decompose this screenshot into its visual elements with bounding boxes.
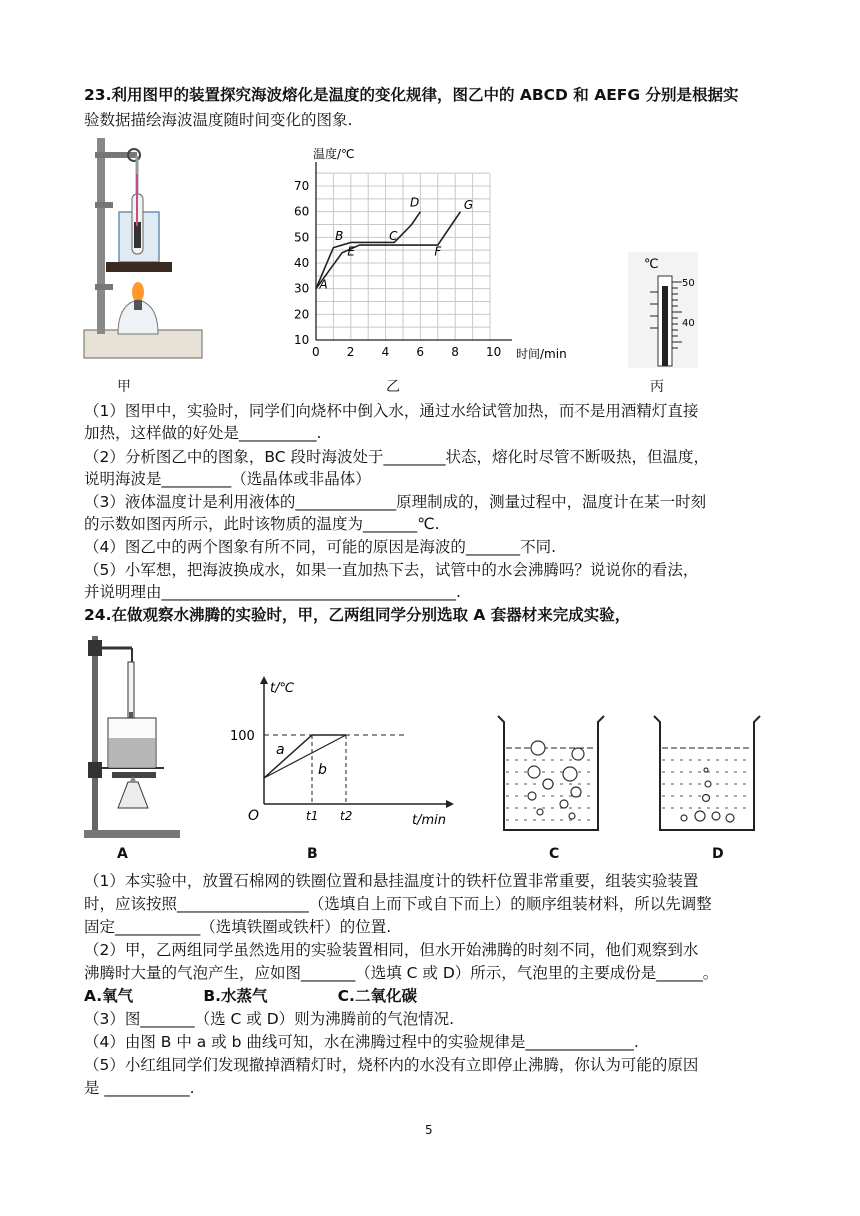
chart-x-axis-label: 时间/min: [516, 347, 567, 361]
q24-part-1a: （1）本实验中，放置石棉网的铁圈位置和悬挂温度计的铁杆位置非常重要，组装实验装置: [84, 872, 699, 890]
graph-b-y-label: t/℃: [270, 681, 295, 696]
q24-part-2a: （2）甲，乙两组同学虽然选用的实验装置相同，但水开始沸腾的时刻不同，他们观察到水: [84, 941, 699, 959]
beaker-figure-d: [650, 712, 762, 836]
chart-x-tick-label: 2: [346, 345, 355, 359]
q23-stem-line-1: 23.利用图甲的装置探究海波熔化是温度的变化规律，图乙中的 ABCD 和 AEFG 分别是根据实: [84, 86, 739, 104]
page-number: 5: [425, 1123, 433, 1137]
chart-y-tick-label: 60: [294, 204, 310, 219]
graph-b-t1: t1: [306, 809, 319, 823]
chart-y-tick-label: 70: [294, 179, 310, 193]
chart-y-tick-label: 30: [294, 281, 310, 296]
caption-b: B: [307, 846, 318, 862]
q23-part-1b: 加热，这样做的好处是__________.: [84, 424, 322, 442]
graph-b-x-label: t/min: [412, 813, 446, 828]
thermometer-label-40: 40: [682, 318, 695, 329]
chart-point-label: B: [335, 228, 344, 243]
q24-options: A.氧气 B.水蒸气 C.二氧化碳: [84, 987, 417, 1005]
chart-point-label: F: [434, 244, 442, 259]
q24-part-5a: （5）小红组同学们发现撤掉酒精灯时，烧杯内的水没有立即停止沸腾，你认为可能的原因: [84, 1056, 699, 1074]
chart-x-tick-label: 4: [381, 345, 390, 359]
graph-b-label-a: a: [276, 742, 285, 758]
q24-part-1b: 时，应该按照_________________（选填自上而下或自下而上）的顺序组装材料，所以先调整: [84, 895, 712, 913]
apparatus-figure-jia: [82, 134, 206, 366]
q23-part-2a: （2）分析图乙中的图象，BC 段时海波处于________状态，熔化时尽管不断吸热，但温度，: [84, 448, 709, 466]
q24-part-1c: 固定___________（选填铁圈或铁杆）的位置.: [84, 918, 392, 936]
q24-stem: 24.在做观察水沸腾的实验时，甲，乙两组同学分别选取 A 套器材来完成实验，: [84, 606, 631, 624]
q24-part-3: （3）图_______（选 C 或 D）则为沸腾前的气泡情况.: [84, 1010, 455, 1028]
chart-point-label: D: [409, 195, 420, 210]
chart-point-label: A: [319, 277, 328, 292]
chart-x-tick-label: 6: [416, 345, 425, 359]
chart-point-label: E: [347, 244, 355, 259]
caption-jia: 甲: [117, 379, 131, 395]
q23-part-4: （4）图乙中的两个图象有所不同，可能的原因是海波的_______不同.: [84, 538, 557, 556]
beaker-figure-c: [494, 712, 606, 836]
caption-bing: 丙: [650, 379, 664, 395]
thermometer-unit: ℃: [644, 257, 659, 272]
thermometer-figure-bing: [628, 252, 700, 368]
graph-b-t2: t2: [340, 809, 353, 823]
graph-b-origin: O: [248, 808, 260, 824]
boiling-apparatus-figure-a: [82, 632, 182, 842]
q24-part-2b: 沸腾时大量的气泡产生，应如图_______（选填 C 或 D）所示，气泡里的主要成份是______。: [84, 964, 719, 982]
chart-x-tick-label: 8: [451, 345, 459, 359]
caption-d: D: [712, 846, 724, 862]
q23-part-5b: 并说明理由______________________________________.: [84, 583, 461, 601]
chart-y-tick-label: 40: [294, 256, 310, 270]
graph-b-label-b: b: [318, 762, 327, 778]
thermometer-label-50: 50: [682, 278, 695, 289]
chart-point-label: C: [389, 228, 398, 243]
graph-b-y-value: 100: [230, 729, 255, 744]
chart-y-axis-label: 温度/℃: [313, 147, 355, 161]
chart-x-tick-label: 0: [312, 345, 320, 359]
q23-part-3b: 的示数如图丙所示，此时该物质的温度为_______℃.: [84, 515, 440, 533]
q23-part-1a: （1）图甲中，实验时，同学们向烧杯中倒入水，通过水给试管加热，而不是用酒精灯直接: [84, 402, 699, 420]
caption-yi: 乙: [386, 379, 400, 395]
melting-curve-chart: [280, 140, 610, 372]
q23-part-3a: （3）液体温度计是利用液体的_____________原理制成的，测量过程中，温度计在某一时刻: [84, 493, 707, 511]
caption-a: A: [117, 846, 128, 862]
q23-part-5a: （5）小军想，把海波换成水，如果一直加热下去，试管中的水会沸腾吗？说说你的看法，: [84, 561, 699, 579]
chart-y-tick-label: 20: [294, 307, 310, 322]
chart-point-label: G: [463, 198, 474, 213]
chart-y-tick-label: 50: [294, 230, 310, 245]
boiling-graph-figure-b: [226, 674, 456, 834]
q24-part-4: （4）由图 B 中 a 或 b 曲线可知，水在沸腾过程中的实验规律是______________.: [84, 1033, 639, 1051]
q23-part-2b: 说明海波是_________（选晶体或非晶体）: [84, 470, 371, 488]
chart-x-tick-label: 10: [486, 345, 502, 359]
chart-y-tick-label: 10: [294, 333, 310, 347]
caption-c: C: [549, 846, 560, 862]
q23-stem-line-2: 验数据描绘海波温度随时间变化的图象.: [84, 111, 353, 129]
q24-part-5b: 是 ___________.: [84, 1079, 195, 1097]
